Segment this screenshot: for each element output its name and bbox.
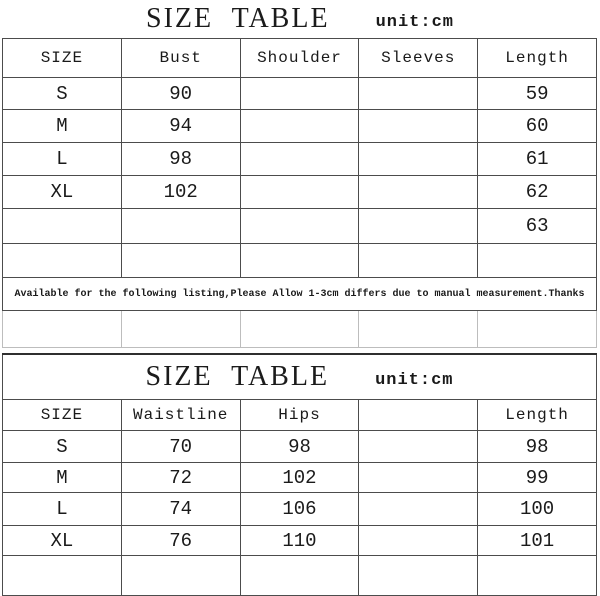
table-row [3, 526, 597, 556]
table-row [3, 244, 597, 278]
table-cell [240, 176, 359, 209]
table2-header-hips: Hips [240, 400, 359, 431]
table-cell: 98 [240, 431, 359, 463]
table1-note: Available for the following listing,Please Allow 1-3cm differs due to manual measurement.Thanks [3, 278, 597, 311]
table-row [3, 143, 597, 176]
table-cell: S [3, 431, 122, 463]
table-cell [359, 463, 478, 493]
table-cell: XL [3, 526, 122, 556]
table-row [3, 110, 597, 143]
table-cell [240, 311, 359, 348]
table-cell [240, 244, 359, 278]
table1-header-size: SIZE [3, 39, 122, 78]
table-cell: 62 [478, 176, 597, 209]
table-cell [240, 143, 359, 176]
table-cell: 60 [478, 110, 597, 143]
table-cell: 102 [240, 463, 359, 493]
table-cell: M [3, 463, 122, 493]
table2-title-content [3, 355, 596, 399]
table1-title-row [0, 0, 600, 38]
table-cell: 59 [478, 78, 597, 110]
table-cell [359, 176, 478, 209]
table-cell: 100 [478, 493, 597, 526]
table2-header-waistline: Waistline [121, 400, 240, 431]
table-cell: 110 [240, 526, 359, 556]
table2-title: SIZE TABLE [145, 361, 330, 392]
table1-unit-label: unit:cm [375, 12, 454, 32]
table2-title-row [3, 354, 597, 400]
table2-unit-label: unit:cm [375, 370, 454, 390]
table-row [3, 556, 597, 596]
size-table-bottom [2, 353, 597, 596]
table-cell [121, 311, 240, 348]
table-cell [359, 526, 478, 556]
table-cell: 74 [121, 493, 240, 526]
table-cell [359, 431, 478, 463]
table-cell [240, 78, 359, 110]
table1-header-length: Length [478, 39, 597, 78]
table2-header-size: SIZE [3, 400, 122, 431]
table-cell [359, 244, 478, 278]
table-cell: 106 [240, 493, 359, 526]
table-cell: 102 [121, 176, 240, 209]
table1-header-shoulder: Shoulder [240, 39, 359, 78]
table-cell [3, 244, 122, 278]
table2-title-cell [3, 354, 597, 400]
table-cell: 101 [478, 526, 597, 556]
table2-header-length: Length [478, 400, 597, 431]
table1-note-row [3, 278, 597, 311]
table-cell [3, 311, 122, 348]
table-cell: M [3, 110, 122, 143]
table-cell [359, 110, 478, 143]
table-cell: 98 [478, 431, 597, 463]
table-cell: 70 [121, 431, 240, 463]
table-cell: 90 [121, 78, 240, 110]
table-cell: 99 [478, 463, 597, 493]
table-cell [121, 209, 240, 244]
table2-header-blank [359, 400, 478, 431]
table-cell [121, 556, 240, 596]
table-cell [359, 143, 478, 176]
table-cell [3, 556, 122, 596]
table1-header-sleeves: Sleeves [359, 39, 478, 78]
table-row [3, 311, 597, 348]
size-table-top [2, 38, 597, 348]
table-cell [240, 110, 359, 143]
table-cell: 76 [121, 526, 240, 556]
table-cell [3, 209, 122, 244]
table-cell [359, 311, 478, 348]
table1-title: SIZE TABLE [146, 3, 330, 34]
table-cell: 94 [121, 110, 240, 143]
table2-header-row [3, 400, 597, 431]
table-cell [478, 311, 597, 348]
table-row [3, 209, 597, 244]
table-cell [478, 556, 597, 596]
table-cell [240, 556, 359, 596]
table-cell: L [3, 493, 122, 526]
table1-header-row [3, 39, 597, 78]
table-cell: 72 [121, 463, 240, 493]
table-cell [478, 244, 597, 278]
table-cell: 63 [478, 209, 597, 244]
table-row [3, 78, 597, 110]
table-cell [121, 244, 240, 278]
table-row [3, 431, 597, 463]
table-row [3, 463, 597, 493]
table-cell: 98 [121, 143, 240, 176]
table-cell: XL [3, 176, 122, 209]
table-cell [359, 556, 478, 596]
table-cell: S [3, 78, 122, 110]
table-cell [240, 209, 359, 244]
table-cell [359, 493, 478, 526]
table-cell [359, 209, 478, 244]
table-cell: L [3, 143, 122, 176]
table-row [3, 176, 597, 209]
table-cell: 61 [478, 143, 597, 176]
table1-header-bust: Bust [121, 39, 240, 78]
table-row [3, 493, 597, 526]
table-cell [359, 78, 478, 110]
